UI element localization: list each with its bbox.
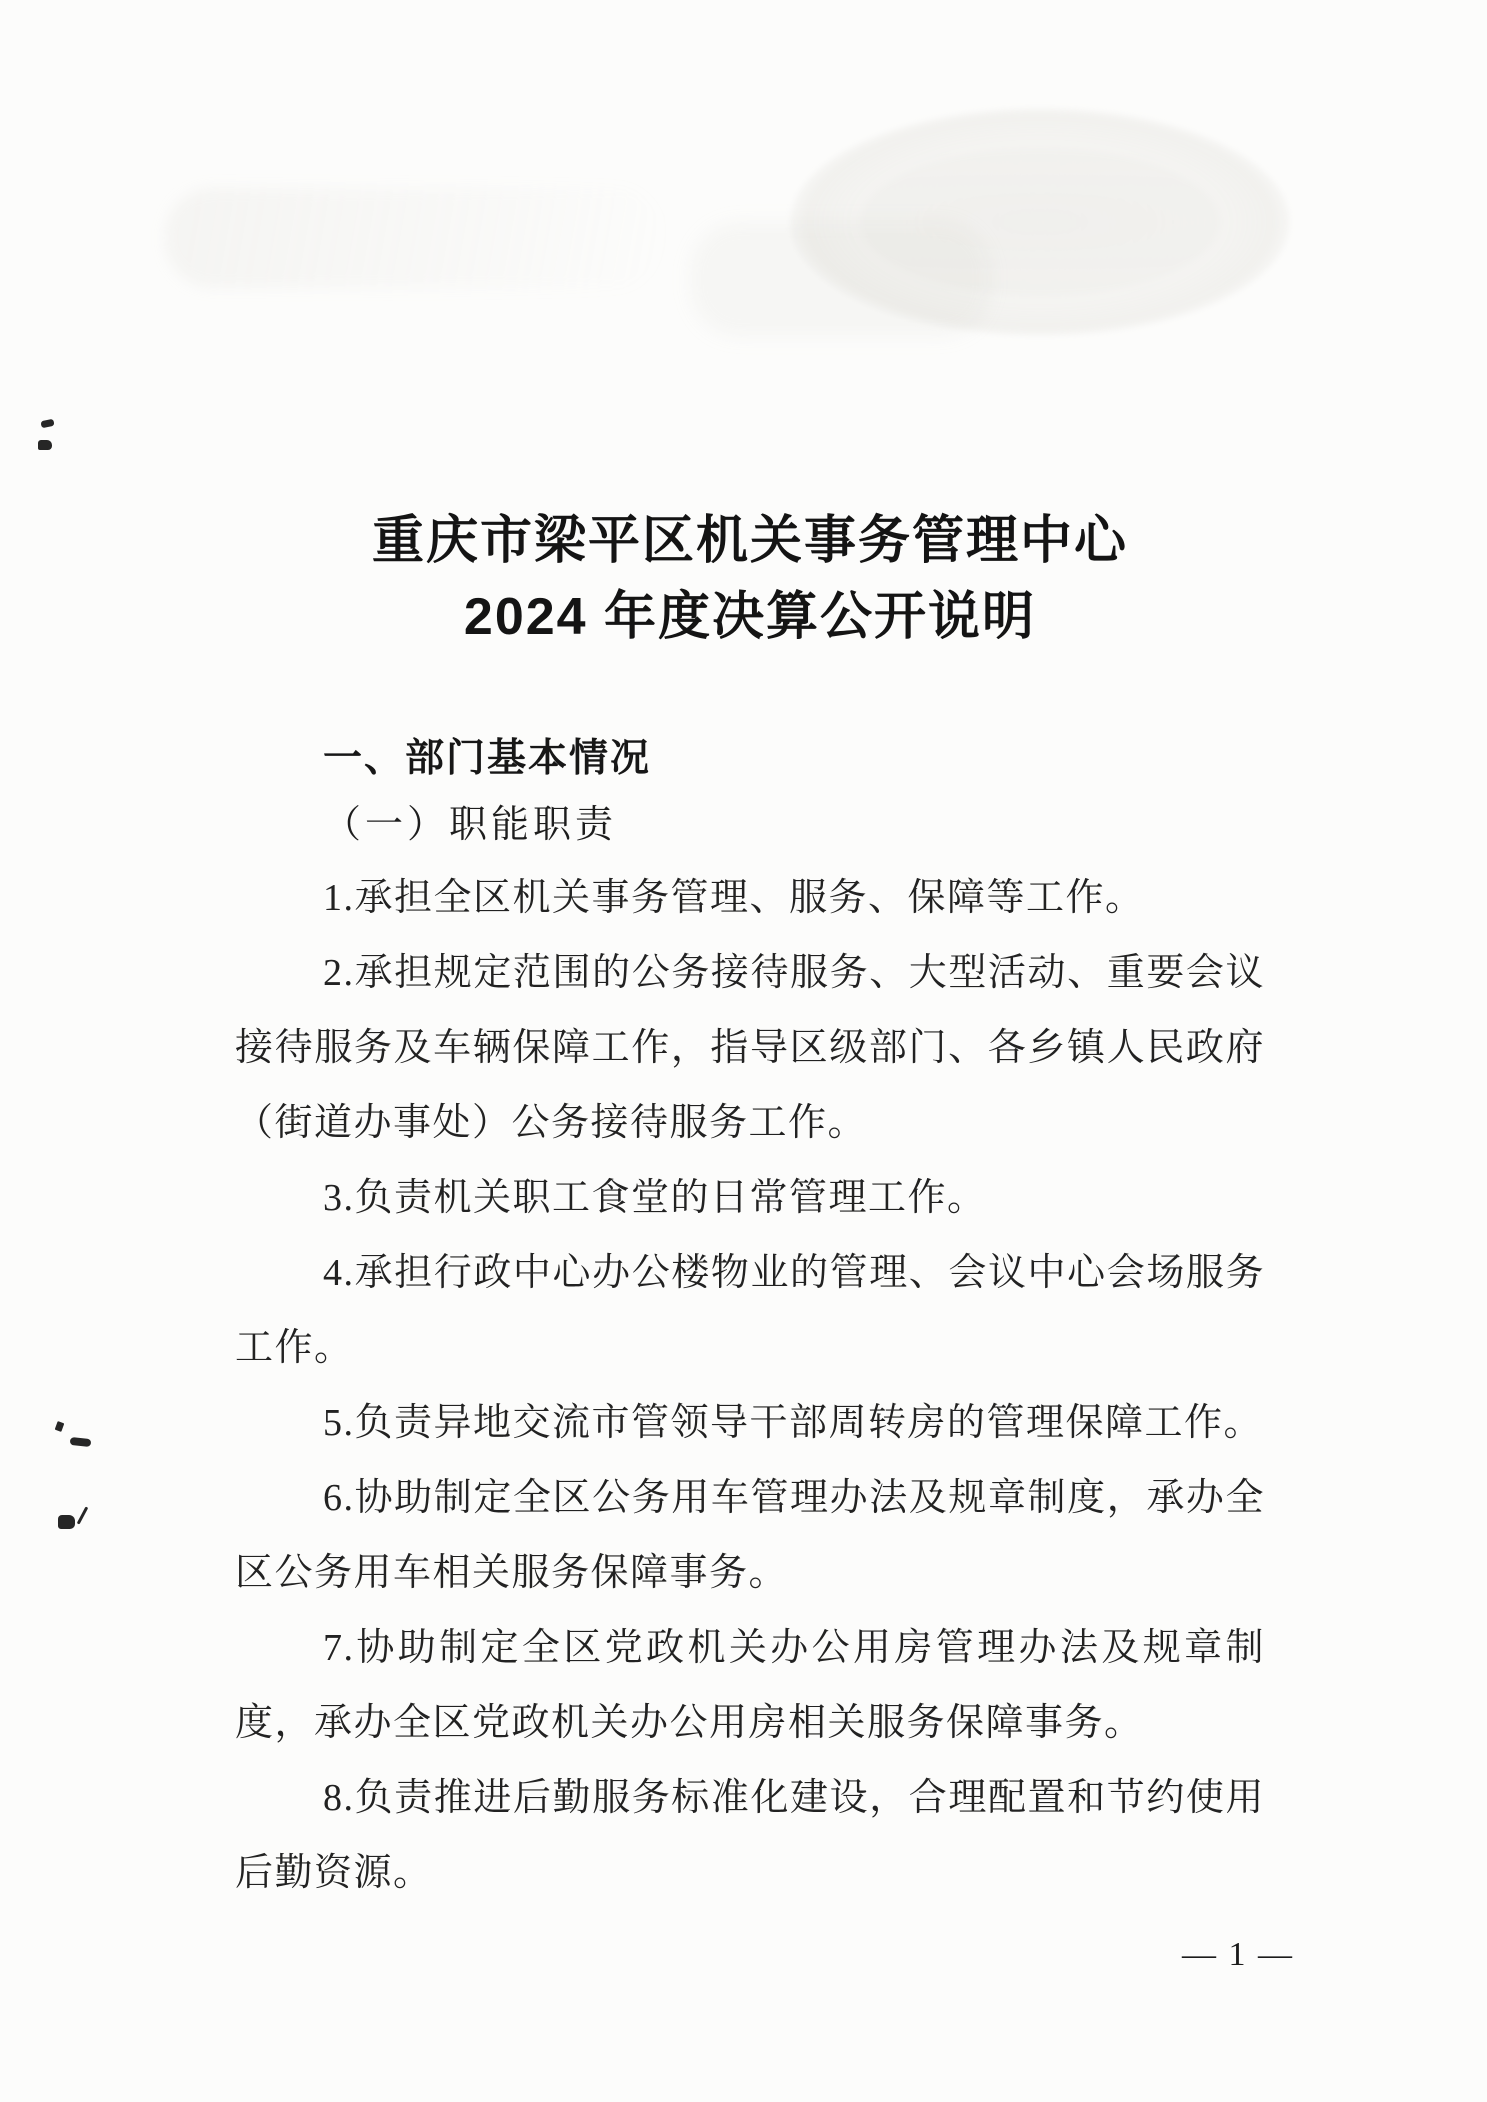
duty-item-7: 7.协助制定全区党政机关办公用房管理办法及规章制度，承办全区党政机关办公用房相关服务保障事务。 — [235, 1627, 1265, 1744]
duty-item-3: 3.负责机关职工食堂的日常管理工作。 — [323, 1177, 987, 1219]
duty-item-5: 5.负责异地交流市管领导干部周转房的管理保障工作。 — [323, 1402, 1264, 1444]
duty-item-1: 1.承担全区机关事务管理、服务、保障等工作。 — [323, 877, 1145, 919]
duty-item-8: 8.负责推进后勤服务标准化建设，合理配置和节约使用后勤资源。 — [235, 1777, 1265, 1894]
ink-smudge-slash — [77, 1506, 89, 1524]
title-line-2: 2024 年度决算公开说明 — [463, 588, 1037, 646]
duty-item-4: 4.承担行政中心办公楼物业的管理、会议中心会场服务工作。 — [235, 1252, 1265, 1369]
document-body — [235, 503, 1265, 1911]
duty-list — [235, 861, 1265, 1911]
document-title — [235, 503, 1265, 655]
ink-smudge-colon-top — [40, 419, 54, 429]
title-line-1: 重庆市梁平区机关事务管理中心 — [371, 512, 1128, 570]
duty-item-6: 6.协助制定全区公务用车管理办法及规章制度，承办全区公务用车相关服务保障事务。 — [235, 1477, 1265, 1594]
ink-smudge-tick — [55, 1421, 65, 1432]
page-number: — 1 — — [1182, 1936, 1294, 1973]
section-heading: 一、部门基本情况 — [323, 737, 652, 780]
subsection-heading: （一）职能职责 — [323, 804, 618, 846]
ink-smudge-blob — [58, 1515, 75, 1529]
faded-ink-smear-left — [165, 188, 665, 288]
duty-item-2: 2.承担规定范围的公务接待服务、大型活动、重要会议接待服务及车辆保障工作，指导区级部门、各乡镇人民政府（街道办事处）公务接待服务工作。 — [235, 952, 1265, 1144]
ink-smudge-dash — [70, 1437, 92, 1447]
faded-ink-smear-middle — [690, 222, 990, 337]
faded-stamp-watermark — [790, 108, 1290, 336]
ink-smudge-colon-bottom — [38, 440, 52, 450]
